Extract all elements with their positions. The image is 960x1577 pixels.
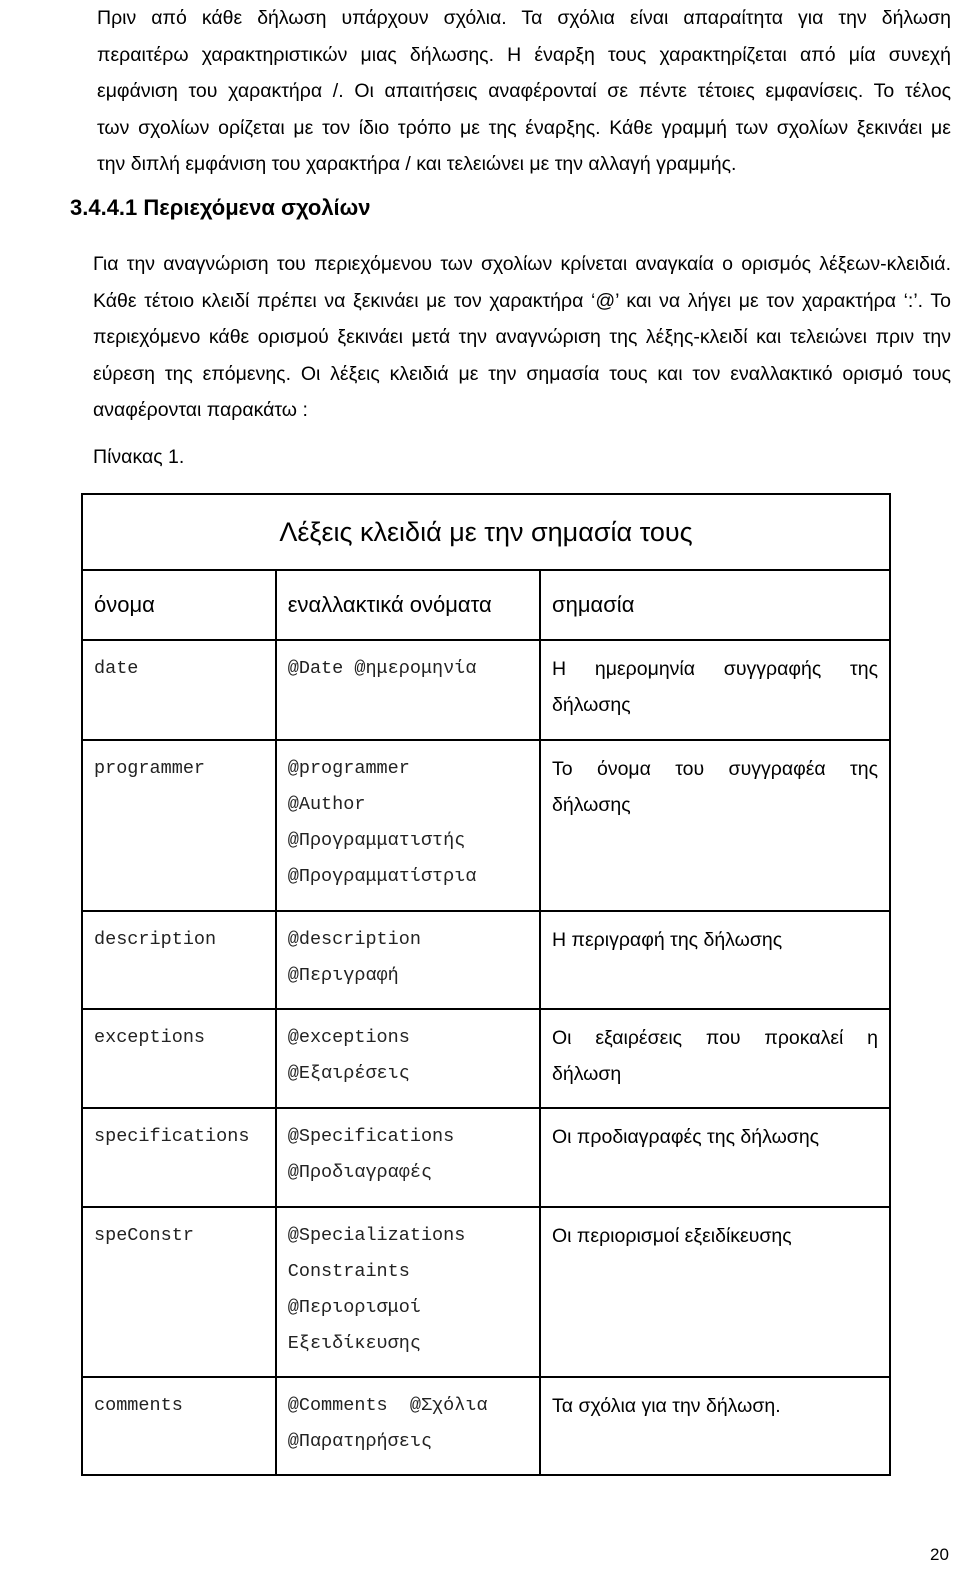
- keyword-meaning: Το όνομα του συγγραφέα της δήλωσης: [540, 740, 890, 911]
- table-row: [82, 1377, 890, 1475]
- keyword-meaning: Οι εξαιρέσεις που προκαλεί η δήλωση: [540, 1009, 890, 1108]
- body-line: περιεχόμενο κάθε ορισμού ξεκινάει μετά την αναγνώριση της λέξης-κλειδί και τελειώνει πριν την: [93, 326, 951, 348]
- keyword-meaning: Τα σχόλια για την δήλωση.: [540, 1377, 890, 1475]
- body-line: αναφέρονται παρακάτω :: [93, 399, 308, 421]
- keyword-name: exceptions: [82, 1009, 276, 1108]
- body-paragraph: [93, 246, 951, 429]
- table-title: Λέξεις κλειδιά με την σημασία τους: [82, 494, 890, 570]
- keyword-meaning: Οι περιορισμοί εξειδίκευσης: [540, 1207, 890, 1377]
- keyword-alternatives: @Date @ημερομηνία: [276, 640, 540, 740]
- body-line: Κάθε τέτοιο κλειδί πρέπει να ξεκινάει με τον χαρακτήρα ‘@’ και να λήγει με τον χαρακτήρα ‘:’. Το: [93, 289, 951, 312]
- keyword-name: date: [82, 640, 276, 740]
- body-line: Για την αναγνώριση του περιεχόμενου των σχολίων κρίνεται αναγκαία ο ορισμός λέξεων-κλειδιά.: [93, 253, 951, 275]
- table-row: [82, 911, 890, 1009]
- keywords-table: [81, 493, 891, 1476]
- body-line: εύρεση της επόμενης. Οι λέξεις κλειδιά με την σημασία τους και τον εναλλακτικό ορισμό τους: [93, 362, 951, 385]
- page-number: 20: [930, 1545, 949, 1564]
- intro-paragraph: [97, 0, 951, 183]
- keyword-name: specifications: [82, 1108, 276, 1207]
- table-row: [82, 640, 890, 740]
- column-header-name: όνομα: [82, 570, 276, 640]
- keyword-alternatives: @Specifications @Προδιαγραφές: [276, 1108, 540, 1207]
- keyword-meaning: Η ημερομηνία συγγραφής της δήλωσης: [540, 640, 890, 740]
- keyword-alternatives: @exceptions @Εξαιρέσεις: [276, 1009, 540, 1108]
- table-row: [82, 740, 890, 911]
- intro-line: των σχολίων ορίζεται με τον ίδιο τρόπο με της έναρξης. Κάθε γραμμή των σχολίων ξεκινάει με: [97, 116, 951, 139]
- intro-line: περαιτέρω χαρακτηριστικών μιας δήλωσης. Η έναρξη τους χαρακτηρίζεται από μία συνεχή: [97, 43, 951, 66]
- column-header-alternatives: εναλλακτικά ονόματα: [276, 570, 540, 640]
- keyword-alternatives: @programmer @Author @Προγραμματιστής @Προγραμματίστρια: [276, 740, 540, 911]
- keyword-meaning: Οι προδιαγραφές της δήλωσης: [540, 1108, 890, 1207]
- keyword-alternatives: @description @Περιγραφή: [276, 911, 540, 1009]
- table-row: [82, 1009, 890, 1108]
- table-header-row: [82, 570, 890, 640]
- keyword-alternatives: @Specializations Constraints @Περιορισμοί Εξειδίκευσης: [276, 1207, 540, 1377]
- keyword-name: description: [82, 911, 276, 1009]
- table-caption: Πίνακας 1.: [93, 446, 185, 468]
- intro-line: εμφάνιση του χαρακτήρα /. Οι απαιτήσεις αναφέρονταί σε πέντε τέτοιες εμφανίσεις. Το τέλος: [97, 80, 951, 102]
- keyword-alternatives: @Comments @Σχόλια @Παρατηρήσεις: [276, 1377, 540, 1475]
- intro-line: την διπλή εμφάνιση του χαρακτήρα / και τελειώνει με την αλλαγή γραμμής.: [97, 153, 737, 175]
- keyword-name: programmer: [82, 740, 276, 911]
- section-heading: 3.4.4.1 Περιεχόμενα σχολίων: [70, 195, 371, 220]
- column-header-meaning: σημασία: [540, 570, 890, 640]
- intro-line: Πριν από κάθε δήλωση υπάρχουν σχόλια. Τα σχόλια είναι απαραίτητα για την δήλωση: [97, 7, 951, 29]
- keyword-name: speConstr: [82, 1207, 276, 1377]
- keyword-name: comments: [82, 1377, 276, 1475]
- keyword-meaning: Η περιγραφή της δήλωσης: [540, 911, 890, 1009]
- table-row: [82, 1108, 890, 1207]
- table-row: [82, 1207, 890, 1377]
